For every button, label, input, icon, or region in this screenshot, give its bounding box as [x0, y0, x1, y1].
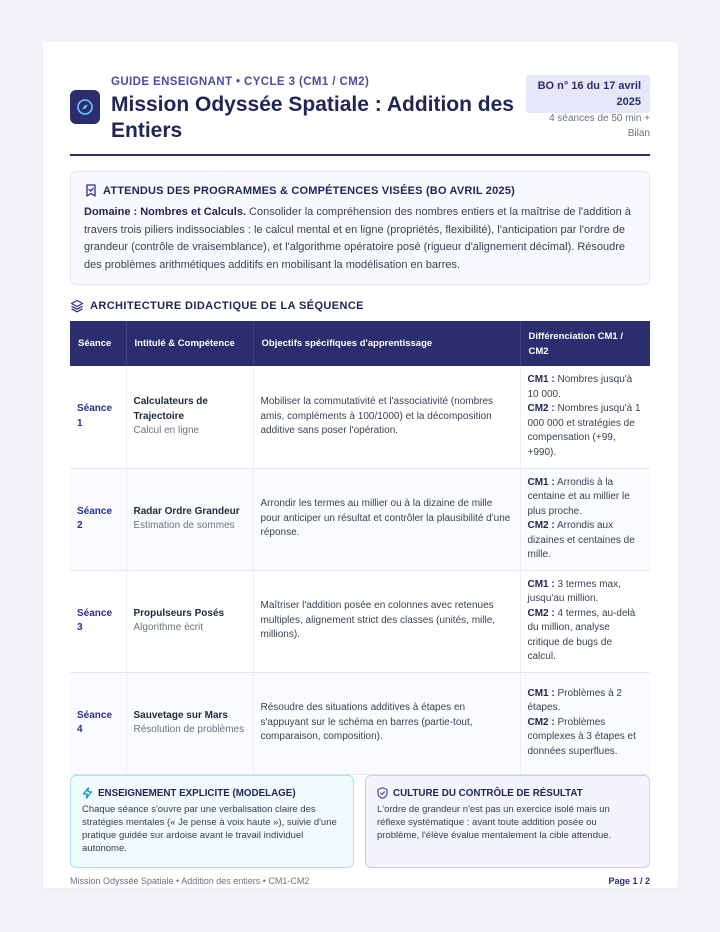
title-cell — [126, 570, 253, 672]
control-card-title: CULTURE DU CONTRÔLE DE RÉSULTAT — [393, 787, 583, 799]
session-title: Propulseurs Posés — [133, 607, 225, 619]
session-cell: Séance 3 — [70, 570, 126, 672]
objective-cell: Arrondir les termes au millier ou à la dizaine de mille pour anticiper un résultat et contrôler la plausibilité d'une réponse. — [253, 468, 520, 570]
attendus-box — [70, 171, 650, 285]
cm2-text: Arrondis aux dizaines et centaines de mille. — [527, 520, 635, 560]
architecture-heading-text: ARCHITECTURE DIDACTIQUE DE LA SÉQUENCE — [90, 300, 364, 312]
sequence-table — [70, 321, 650, 775]
session-cell: Séance 2 — [70, 468, 126, 570]
control-card-text: L'ordre de grandeur n'est pas un exercice isolé mais un réflexe systématique : avant toute addition posée ou problème, l'élève évalue mentalement la cible attendue. — [377, 804, 612, 841]
table-row — [70, 366, 650, 468]
title-cell — [126, 468, 253, 570]
attendus-heading — [85, 184, 515, 197]
table-row — [70, 468, 650, 570]
document-page — [43, 42, 678, 888]
cm1-text: Arrondis à la centaine et au millier le plus proche. — [527, 476, 630, 517]
cm2-text: 4 termes, au-delà du million, analyse critique de bugs de calcul. — [527, 607, 636, 662]
cm2-label: CM2 : — [527, 607, 555, 619]
differentiation-cell — [520, 366, 650, 468]
session-title: Calculateurs de Trajectoire — [133, 396, 208, 422]
compass-icon — [70, 90, 100, 124]
explicit-card-title: ENSEIGNEMENT EXPLICITE (MODELAGE) — [98, 787, 296, 799]
cm1-text: Nombres jusqu'à 10 000. — [527, 374, 633, 400]
cm2-label: CM2 : — [527, 520, 555, 531]
session-cell: Séance 4 — [70, 672, 126, 774]
bo-reference-badge: BO n° 16 du 17 avril 2025 — [526, 75, 650, 113]
column-header: Séance — [70, 321, 126, 366]
footer-title: Mission Odyssée Spatiale • Addition des entiers • CM1-CM2 — [70, 876, 310, 886]
explicit-card-text: Chaque séance s'ouvre par une verbalisation claire des stratégies mentales (« Je pense à voix haute »), suivie d'une pratique guidée sur ardoise avant le travail individuel autonome. — [82, 804, 337, 854]
guide-kicker: GUIDE ENSEIGNANT • CYCLE 3 (CM1 / CM2) — [111, 76, 370, 88]
cm1-label: CM1 : — [527, 687, 555, 699]
differentiation-cell — [520, 672, 650, 774]
table-header-row — [70, 321, 650, 366]
cm1-label: CM1 : — [527, 374, 555, 386]
lightning-icon — [82, 787, 93, 799]
session-title: Radar Ordre Grandeur — [133, 505, 240, 517]
sessions-info: 4 séances de 50 min + Bilan — [549, 113, 650, 139]
session-competence: Calcul en ligne — [133, 425, 200, 436]
title-cell — [126, 672, 253, 774]
cm1-label: CM1 : — [527, 476, 555, 488]
session-title: Sauvetage sur Mars — [133, 709, 228, 721]
cm2-text: Problèmes complexes à 3 étapes et données superflues. — [527, 716, 636, 757]
page-title: Mission Odyssée Spatiale : Addition des Entiers — [111, 93, 514, 142]
differentiation-cell — [520, 468, 650, 570]
session-competence: Algorithme écrit — [133, 622, 203, 633]
cm2-label: CM2 : — [527, 716, 555, 728]
attendus-text — [84, 204, 639, 274]
objective-cell: Maîtriser l'addition posée en colonnes avec retenues multiples, alignement strict des classes (unités, mille, millions). — [253, 570, 520, 672]
objective-cell: Mobiliser la commutativité et l'associativité (nombres amis, compléments à 100/1000) et la décomposition additive sans poser l'opération. — [253, 366, 520, 468]
column-header: Intitulé & Compétence — [126, 321, 253, 366]
table-row — [70, 570, 650, 672]
explicit-teaching-card — [70, 775, 354, 868]
attendus-description: Consolider la compréhension des nombres entiers et la maîtrise de l'addition à travers trois piliers indissociables : le calcul mental et en ligne (propriétés, flexibilité), l'anticipation par l'ordre de grandeur (contrôle de vraisemblance), et l'algorithme opératoire posé (rigueur d'alignement décimal). Résoudre des problèmes arithmétiques additifs en mobilisant la modélisation en barres. — [84, 206, 631, 271]
column-header: Différenciation CM1 / CM2 — [528, 330, 623, 357]
architecture-heading — [70, 299, 364, 313]
attendus-domain: Domaine : Nombres et Calculs. — [84, 206, 246, 218]
cm1-text: Problèmes à 2 étapes. — [527, 687, 622, 714]
attendus-heading-text: ATTENDUS DES PROGRAMMES & COMPÉTENCES VISÉES (BO AVRIL 2025) — [103, 184, 515, 197]
shield-check-icon — [377, 787, 388, 799]
column-header: Objectifs spécifiques d'apprentissage — [253, 321, 520, 366]
cm1-label: CM1 : — [527, 578, 555, 590]
layers-icon — [70, 299, 84, 313]
control-card-heading — [377, 787, 638, 799]
session-competence: Estimation de sommes — [133, 520, 235, 531]
control-culture-card — [365, 775, 650, 868]
cm2-text: Nombres jusqu'à 1 000 000 et stratégies de compensation (+99, +990). — [527, 403, 641, 458]
document-header — [70, 74, 650, 156]
explicit-card-heading — [82, 787, 342, 799]
differentiation-cell — [520, 570, 650, 672]
cm2-label: CM2 : — [527, 403, 555, 415]
cm1-text: 3 termes max, jusqu'au million. — [527, 578, 621, 604]
objective-cell: Résoudre des situations additives à étapes en s'appuyant sur le schéma en barres (partie-tout, comparaison, composition). — [253, 672, 520, 774]
bookmark-check-icon — [85, 184, 97, 197]
session-competence: Résolution de problèmes — [133, 724, 245, 735]
page-number: Page 1 / 2 — [608, 876, 650, 886]
table-row — [70, 672, 650, 774]
session-cell: Séance 1 — [70, 366, 126, 468]
title-cell — [126, 366, 253, 468]
